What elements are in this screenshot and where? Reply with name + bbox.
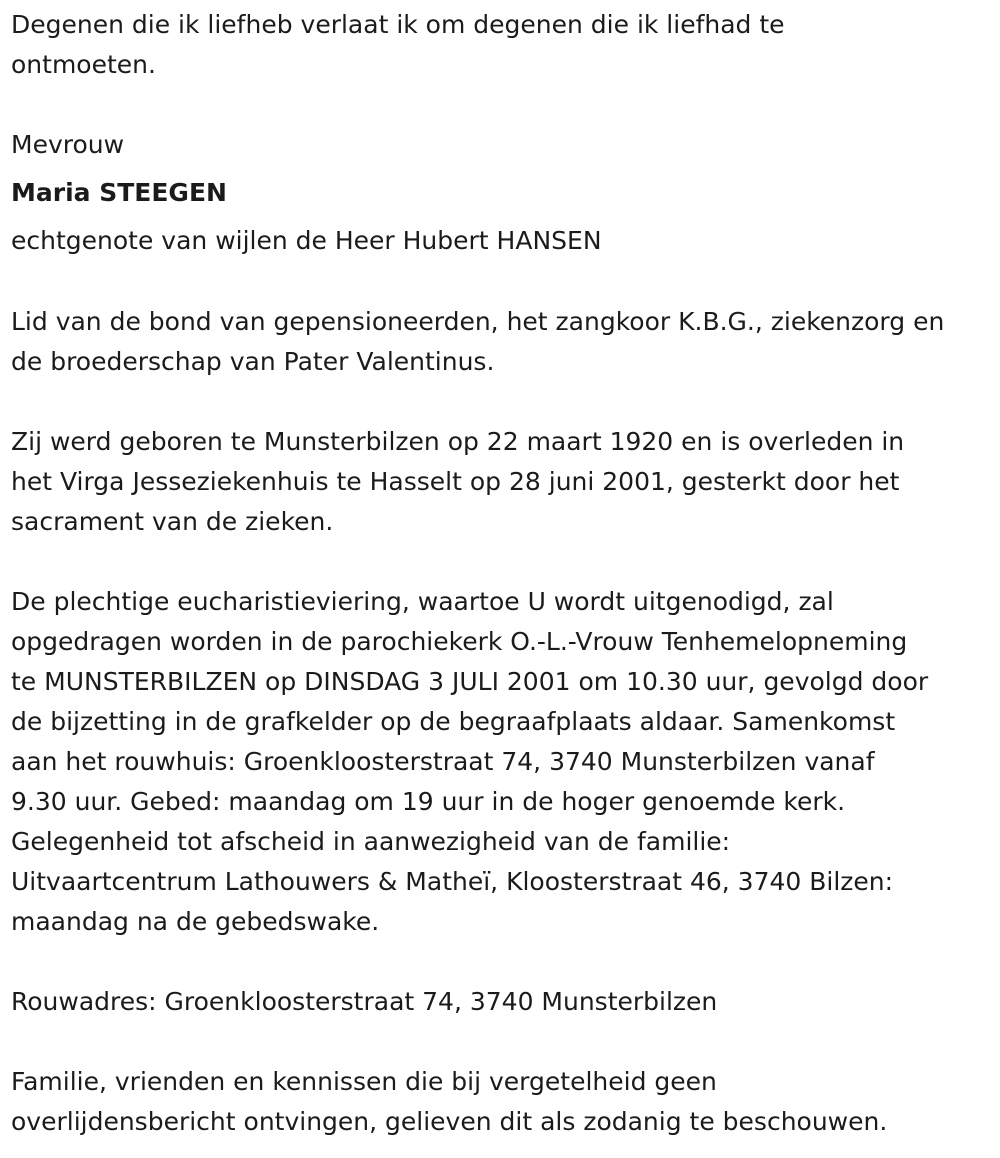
opening-quote-line-2: ontmoeten. — [11, 50, 156, 79]
opening-quote-line-1: Degenen die ik liefheb verlaat ik om degenen die ik liefhad te — [11, 10, 785, 39]
ceremony-line-1: De plechtige eucharistieviering, waartoe U wordt uitgenodigd, zal — [11, 587, 834, 616]
spouse-line: echtgenote van wijlen de Heer Hubert HANSEN — [11, 226, 602, 255]
ceremony-line-5: aan het rouwhuis: Groenkloosterstraat 74, 3740 Munsterbilzen vanaf — [11, 747, 875, 776]
ceremony-line-7: Gelegenheid tot afscheid in aanwezigheid van de familie: — [11, 827, 731, 856]
ceremony-line-8: Uitvaartcentrum Lathouwers & Matheï, Kloosterstraat 46, 3740 Bilzen: — [11, 867, 894, 896]
birth-death-line-2: het Virga Jesseziekenhuis te Hasselt op 28 juni 2001, gesterkt door het — [11, 467, 900, 496]
birth-death-line-3: sacrament van de zieken. — [11, 507, 334, 536]
ceremony-line-6: 9.30 uur. Gebed: maandag om 19 uur in de hoger genoemde kerk. — [11, 787, 846, 816]
membership-line-1: Lid van de bond van gepensioneerden, het zangkoor K.B.G., ziekenzorg en — [11, 307, 945, 336]
closing-line-1: Familie, vrienden en kennissen die bij vergetelheid geen — [11, 1067, 717, 1096]
mourning-address: Rouwadres: Groenkloosterstraat 74, 3740 Munsterbilzen — [11, 987, 718, 1016]
deceased-name: Maria STEEGEN — [11, 178, 227, 207]
salutation: Mevrouw — [11, 130, 125, 159]
membership-line-2: de broederschap van Pater Valentinus. — [11, 347, 495, 376]
closing-line-2: overlijdensbericht ontvingen, gelieven dit als zodanig te beschouwen. — [11, 1107, 888, 1136]
ceremony-line-2: opgedragen worden in de parochiekerk O.-L.-Vrouw Tenhemelopneming — [11, 627, 908, 656]
ceremony-line-3: te MUNSTERBILZEN op DINSDAG 3 JULI 2001 om 10.30 uur, gevolgd door — [11, 667, 929, 696]
ceremony-line-4: de bijzetting in de grafkelder op de begraafplaats aldaar. Samenkomst — [11, 707, 896, 736]
ceremony-line-9: maandag na de gebedswake. — [11, 907, 380, 936]
birth-death-line-1: Zij werd geboren te Munsterbilzen op 22 maart 1920 en is overleden in — [11, 427, 905, 456]
